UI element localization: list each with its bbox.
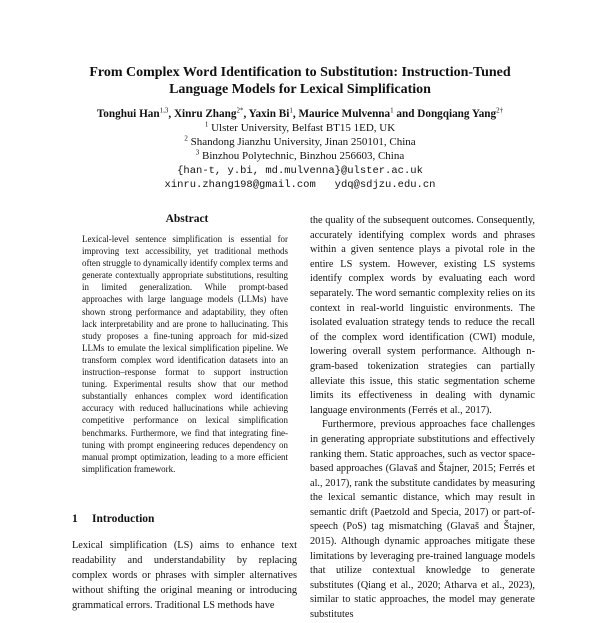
author-sup: 1 [289, 106, 293, 115]
title-line-2: Language Models for Lexical Simplification [169, 82, 431, 97]
section-title: Introduction [92, 513, 155, 525]
body-paragraph: the quality of the subsequent outcomes. Consequently, accurately identifying complex words and phrases within a given sentence plays a pivotal role in the entire LS system. However, existing LS systems identify complex words by evaluating each word separately. The word semantic complexity relies on its context in real-world linguistic environments. The isolated evaluation strategy tends to reduce the recall of the complex word identification (CWI) module, lowering overall system performance. Although n-gram-based tokenization strategies can partially alleviate this issue, this static segmentation scheme limits its effectiveness in dealing with dynamic language environments (Ferrés et al., 2017). [310, 215, 535, 416]
affiliation [60, 121, 540, 136]
abstract-text: Lexical-level sentence simplification is essential for improving text accessibility, yet traditional methods often struggle to dynamically identify complex terms and generate contextually appropriate substitutions, resulting in limited generalization. While prompt-based approaches with large language models (LLMs) have shown strong performance and adaptability, they often lack interpretability and are prone to hallucinating. This study proposes a fine-tuning approach for mid-sized LLMs to emulate the lexical simplification pipeline. We transform complex word identification datasets into an instruction–response format to support instruction tuning. Experimental results show that our method substantially enhances complex word identification accuracy with reduced hallucinations while achieving competitive performance on lexical simplification benchmarks. Furthermore, we find that integrating fine-tuning with prompt engineering reduces dependency on manual prompt optimization, leading to a more efficient simplification framework. [82, 234, 288, 474]
author-sep: , [292, 108, 299, 120]
author-sup: 2* [236, 106, 244, 115]
author-sep: , [168, 108, 174, 120]
abstract-heading: Abstract [165, 213, 209, 225]
email-line: {han-t, y.bi, md.mulvenna}@ulster.ac.uk [177, 165, 423, 177]
author-name: Dongqiang Yang [417, 108, 497, 120]
author-list [40, 107, 560, 121]
email-line: xinru.zhang198@gmail.com ydq@sdjzu.edu.cn [164, 179, 436, 191]
author-name: Tonghui Han [96, 108, 160, 120]
affiliation [60, 149, 540, 164]
intro-text: Lexical simplification (LS) aims to enhance text readability and understandability by replacing complex words or phrases with simpler alternatives without shifting the original meaning or introducing grammatical errors. Traditional LS methods have [72, 540, 297, 611]
author-name: Xinru Zhang [173, 108, 237, 120]
author-sep: , [243, 108, 249, 120]
author-sup: 1,3 [159, 106, 169, 115]
affiliation-sup: 3 [195, 148, 200, 157]
paper-title [60, 64, 540, 98]
affiliation-text: Ulster University, Belfast BT15 1ED, UK [211, 122, 396, 134]
author-name: Maurice Mulvenna [298, 108, 391, 120]
affiliation-text: Binzhou Polytechnic, Binzhou 256603, China [201, 150, 405, 162]
body-paragraph: Furthermore, previous approaches face challenges in generating appropriate substitutions and effectively ranking them. Static approaches, such as vector space-based approaches (Glavaš and Štajner, 2015; Ferrés et al., 2017), rank the substitute candidates by measuring the lexical semantic distance, which may result in semantic drift (Paetzold and Specia, 2017) or part-of-speech (PoS) tag mismatching (Glavaš and Štajner, 2015). Although dynamic approaches mitigate these limitations by leveraging pre-trained language models that utilize contextual knowledge to generate substitutes (Qiang et al., 2020; Atharva et al., 2023), similar to static approaches, the model may generate substitutes [310, 419, 535, 621]
author-name: Yaxin Bi [248, 108, 290, 120]
author-sup: 2† [496, 106, 504, 115]
affiliation-sup: 1 [204, 120, 209, 129]
section-heading [72, 513, 154, 525]
section-number: 1 [72, 513, 78, 525]
title-line-1: From Complex Word Identification to Substitution: Instruction-Tuned [89, 65, 511, 80]
author-sup: 1 [390, 106, 394, 115]
affiliation-sup: 2 [184, 134, 188, 143]
affiliation [60, 135, 540, 150]
right-column [310, 214, 535, 623]
author-sep: and [393, 108, 418, 120]
affiliation-text: Shandong Jianzhu University, Jinan 250101, China [190, 136, 416, 148]
